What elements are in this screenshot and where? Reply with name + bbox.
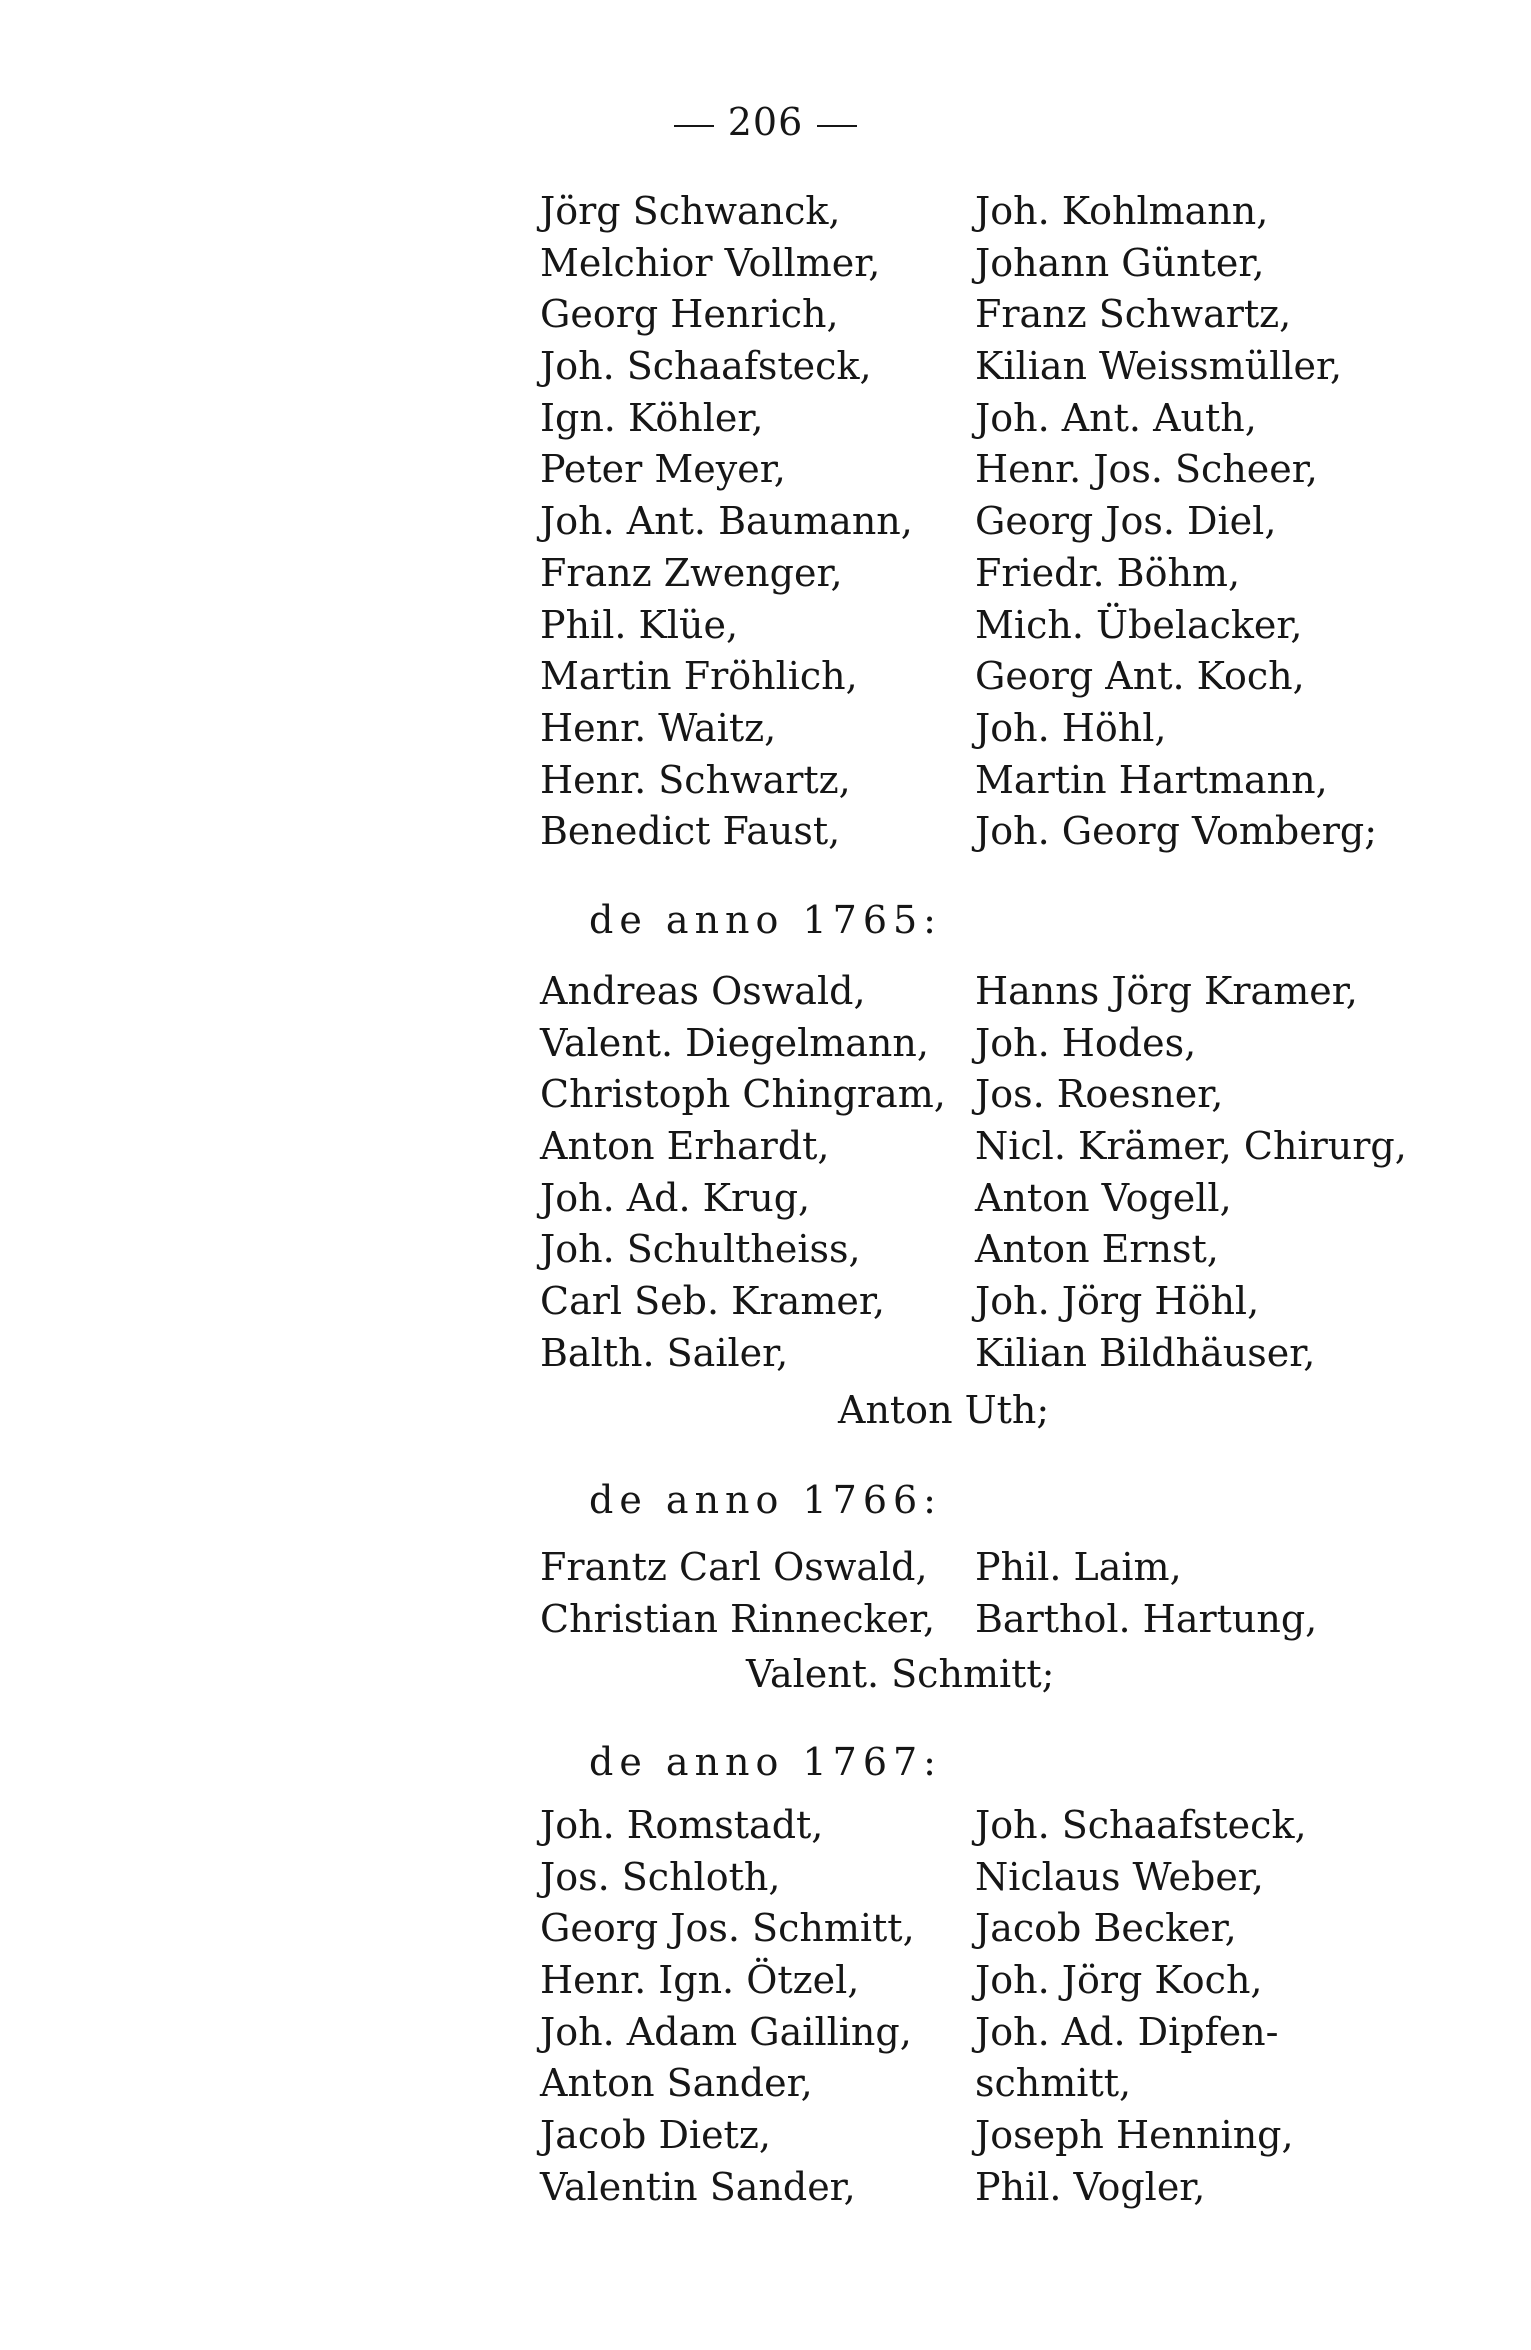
name-entry-right: Kilian Weissmüller, <box>975 344 1343 389</box>
name-entry-left: Joh. Schultheiss, <box>540 1227 861 1272</box>
name-grid <box>540 1542 1400 1645</box>
name-grid <box>540 966 1407 1380</box>
heading-1767: de anno 1767: <box>589 1740 942 1784</box>
name-entry-left: Frantz Carl Oswald, <box>540 1545 928 1589</box>
name-entry-right: Georg Ant. Koch, <box>975 654 1305 699</box>
name-entry-right: Joh. Schaafsteck, <box>975 1803 1307 1847</box>
name-list-1766 <box>540 1542 1400 1645</box>
name-entry-right: Joh. Ant. Auth, <box>975 395 1257 440</box>
name-entry-right: Barthol. Hartung, <box>975 1596 1318 1641</box>
name-entry-right: Joh. Jörg Höhl, <box>975 1279 1260 1324</box>
name-entry-left: Andreas Oswald, <box>540 969 866 1013</box>
heading-1766: de anno 1766: <box>589 1478 942 1522</box>
name-entry-right: Johann Günter, <box>975 240 1265 285</box>
name-entry-right: Jos. Roesner, <box>975 1072 1224 1117</box>
name-entry-left: Melchior Vollmer, <box>540 240 881 285</box>
name-entry-right: Henr. Jos. Scheer, <box>975 447 1318 492</box>
name-list-1767 <box>540 1800 1400 2214</box>
closing-entry-1766: Valent. Schmitt; <box>746 1652 1055 1696</box>
name-entry-left: Anton Erhardt, <box>540 1124 830 1169</box>
page-number: 206 <box>727 100 804 144</box>
name-entry-left: Anton Sander, <box>540 2061 813 2106</box>
name-entry-left: Franz Zwenger, <box>540 550 843 595</box>
name-entry-left: Joh. Adam Gailling, <box>540 2009 912 2054</box>
name-entry-left: Martin Fröhlich, <box>540 654 858 699</box>
name-entry-right: Joseph Henning, <box>975 2113 1294 2158</box>
name-entry-right: Anton Ernst, <box>975 1227 1219 1272</box>
name-entry-left: Valent. Diegelmann, <box>540 1020 929 1065</box>
name-list-1765 <box>540 966 1407 1380</box>
name-entry-right: Phil. Vogler, <box>975 2164 1206 2209</box>
name-entry-right: Joh. Kohlmann, <box>975 189 1269 233</box>
name-grid <box>540 1800 1400 2214</box>
name-entry-left: Georg Henrich, <box>540 292 839 337</box>
name-entry-left: Henr. Ign. Ötzel, <box>540 1958 860 2003</box>
name-entry-left: Phil. Klüe, <box>540 602 739 647</box>
name-entry-left: Joh. Ad. Krug, <box>540 1175 811 1220</box>
name-entry-right: Joh. Jörg Koch, <box>975 1958 1263 2003</box>
name-entry-left: Christoph Chingram, <box>540 1072 946 1117</box>
name-entry-right: Nicl. Krämer, Chirurg, <box>975 1124 1407 1169</box>
name-entry-left: Jörg Schwanck, <box>540 189 841 233</box>
name-entry-left: Peter Meyer, <box>540 447 786 492</box>
name-entry-left: Balth. Sailer, <box>540 1330 789 1375</box>
dash-right <box>817 125 857 127</box>
name-entry-left: Ign. Köhler, <box>540 395 764 440</box>
name-entry-left: Joh. Ant. Baumann, <box>540 499 913 544</box>
name-entry-left: Christian Rinnecker, <box>540 1596 936 1641</box>
name-list-continued <box>540 186 1400 858</box>
closing-entry-1765: Anton Uth; <box>838 1388 1050 1432</box>
name-entry-right: Georg Jos. Diel, <box>975 499 1277 544</box>
name-entry-right: Joh. Georg Vomberg; <box>975 809 1378 854</box>
name-entry-right: Franz Schwartz, <box>975 292 1292 337</box>
page-number-line <box>0 100 1531 144</box>
name-entry-right: Phil. Laim, <box>975 1545 1182 1589</box>
name-entry-left: Henr. Schwartz, <box>540 757 851 802</box>
name-entry-right: Martin Hartmann, <box>975 757 1328 802</box>
heading-1765: de anno 1765: <box>589 898 942 942</box>
name-entry-right: Joh. Hodes, <box>975 1020 1197 1065</box>
name-entry-left: Joh. Romstadt, <box>540 1803 824 1847</box>
name-entry-left: Henr. Waitz, <box>540 705 777 750</box>
name-entry-right: Mich. Übelacker, <box>975 602 1303 647</box>
name-entry-left: Benedict Faust, <box>540 809 841 854</box>
dash-left <box>674 125 714 127</box>
name-entry-left: Georg Jos. Schmitt, <box>540 1906 915 1951</box>
name-entry-right: Kilian Bildhäuser, <box>975 1330 1316 1375</box>
name-entry-left: Carl Seb. Kramer, <box>540 1279 885 1324</box>
name-entry-left: Jos. Schloth, <box>540 1854 781 1899</box>
name-entry-left: Jacob Dietz, <box>540 2113 771 2158</box>
name-entry-left: Valentin Sander, <box>540 2164 856 2209</box>
name-entry-right: Hanns Jörg Kramer, <box>975 969 1358 1013</box>
name-entry-right: schmitt, <box>975 2061 1132 2106</box>
name-entry-right: Friedr. Böhm, <box>975 550 1241 595</box>
name-entry-left: Joh. Schaafsteck, <box>540 344 872 389</box>
name-entry-right: Jacob Becker, <box>975 1906 1237 1951</box>
name-entry-right: Joh. Ad. Dipfen- <box>975 2009 1279 2054</box>
name-entry-right: Niclaus Weber, <box>975 1854 1264 1899</box>
name-entry-right: Joh. Höhl, <box>975 705 1167 750</box>
name-grid <box>540 186 1400 858</box>
name-entry-right: Anton Vogell, <box>975 1175 1232 1220</box>
